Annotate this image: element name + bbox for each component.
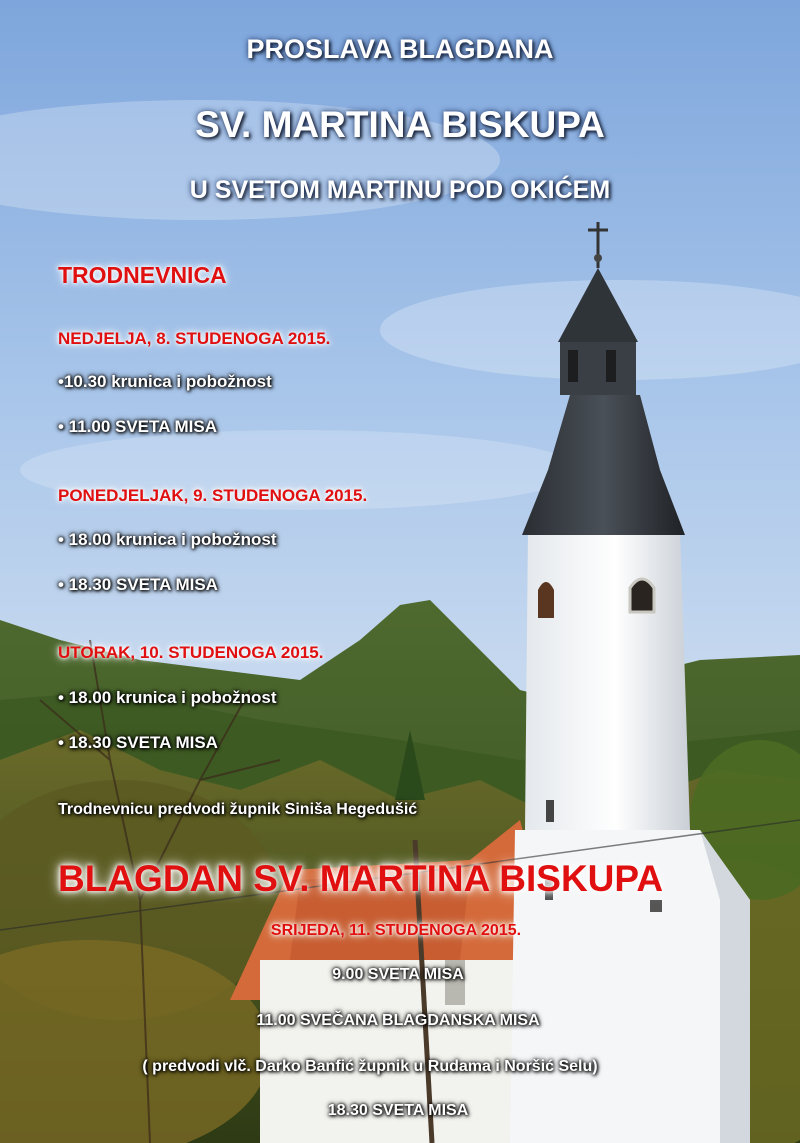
- day-1-date: NEDJELJA, 8. STUDENOGA 2015.: [58, 329, 331, 348]
- day-1-item-2: • 11.00 SVETA MISA: [58, 417, 218, 436]
- feast-title: BLAGDAN SV. MARTINA BISKUPA: [58, 858, 664, 899]
- day-2-date: PONEDJELJAK, 9. STUDENOGA 2015.: [58, 486, 368, 505]
- day-1-item-1: •10.30 krunica i pobožnost: [58, 372, 272, 391]
- feast-item-3: ( predvodi vlč. Darko Banfić župnik u Rudama i Noršić Selu): [142, 1058, 598, 1075]
- day-3-date: UTORAK, 10. STUDENOGA 2015.: [58, 643, 324, 662]
- section-title: TRODNEVNICA: [58, 262, 227, 288]
- feast-item-4: 18.30 SVETA MISA: [327, 1102, 469, 1119]
- header-line-2: SV. MARTINA BISKUPA: [195, 104, 605, 145]
- day-2-item-1: • 18.00 krunica i pobožnost: [58, 530, 277, 549]
- leader-text: Trodnevnicu predvodi župnik Siniša Hegedušić: [58, 801, 418, 818]
- feast-date: SRIJEDA, 11. STUDENOGA 2015.: [270, 922, 522, 939]
- feast-item-1: 9.00 SVETA MISA: [332, 966, 464, 983]
- day-2-item-2: • 18.30 SVETA MISA: [58, 575, 218, 594]
- header-line-3: U SVETOM MARTINU POD OKIĆEM: [189, 176, 611, 204]
- header-line-1: PROSLAVA BLAGDANA: [246, 34, 554, 64]
- day-3-item-1: • 18.00 krunica i pobožnost: [58, 688, 277, 707]
- feast-item-2: 11.00 SVEČANA BLAGDANSKA MISA: [256, 1012, 540, 1029]
- day-3-item-2: • 18.30 SVETA MISA: [58, 733, 218, 752]
